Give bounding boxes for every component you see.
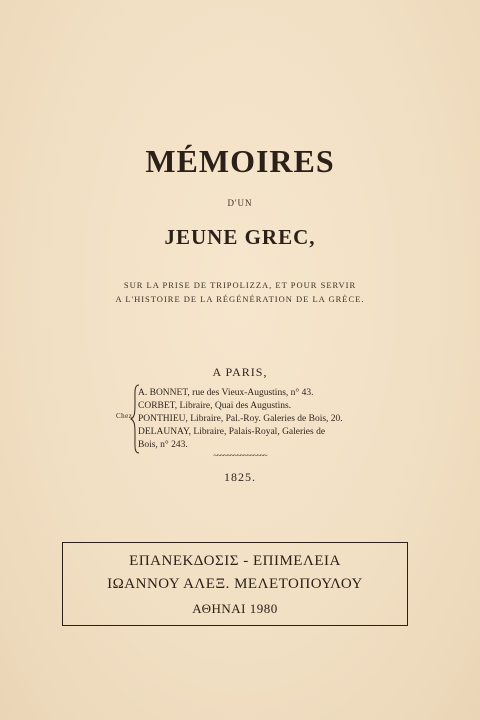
reprint-box <box>62 542 408 626</box>
book-subtitle: JEUNE GREC, <box>164 225 316 249</box>
reprint-line-3: ΑΘΗΝΑΙ 1980 <box>192 601 278 616</box>
publisher-list <box>138 387 360 452</box>
imprint-place: A PARIS, <box>212 365 268 379</box>
reprint-line-2: ΙΩΑΝΝΟΥ ΑΛΕΞ. ΜΕΛΕΤΟΠΟΥΛΟΥ <box>107 576 363 592</box>
book-title: MÉMOIRES <box>145 143 335 179</box>
description-line-1: SUR LA PRISE DE TRIPOLIZZA, ET POUR SERVIR <box>123 280 357 290</box>
reprint-line-1: ΕΠΑΝΕΚΔΟΣΙΣ - ΕΠΙΜΕΛΕΙΑ <box>129 553 341 569</box>
publisher-line: PONTHIEU, Libraire, Pal.-Roy. Galeries de Bois, 20. <box>138 414 343 424</box>
publication-year: 1825. <box>224 470 256 484</box>
publisher-line: DELAUNAY, Libraire, Palais-Royal, Galeries de <box>138 427 326 437</box>
description-line-2: A L'HISTOIRE DE LA RÉGÉNÉRATION DE LA GRÈCE. <box>115 294 365 304</box>
imprint-chez: Chez <box>116 412 133 420</box>
publisher-line: Bois, n° 243. <box>138 440 188 450</box>
publisher-line: A. BONNET, rue des Vieux-Augustins, n° 43. <box>138 388 314 398</box>
title-connector: D'UN <box>227 198 253 208</box>
publisher-line: CORBET, Libraire, Quai des Augustins. <box>138 401 292 411</box>
decorative-rule: ~~~~~~~~~~~~~~~~ <box>213 451 267 460</box>
